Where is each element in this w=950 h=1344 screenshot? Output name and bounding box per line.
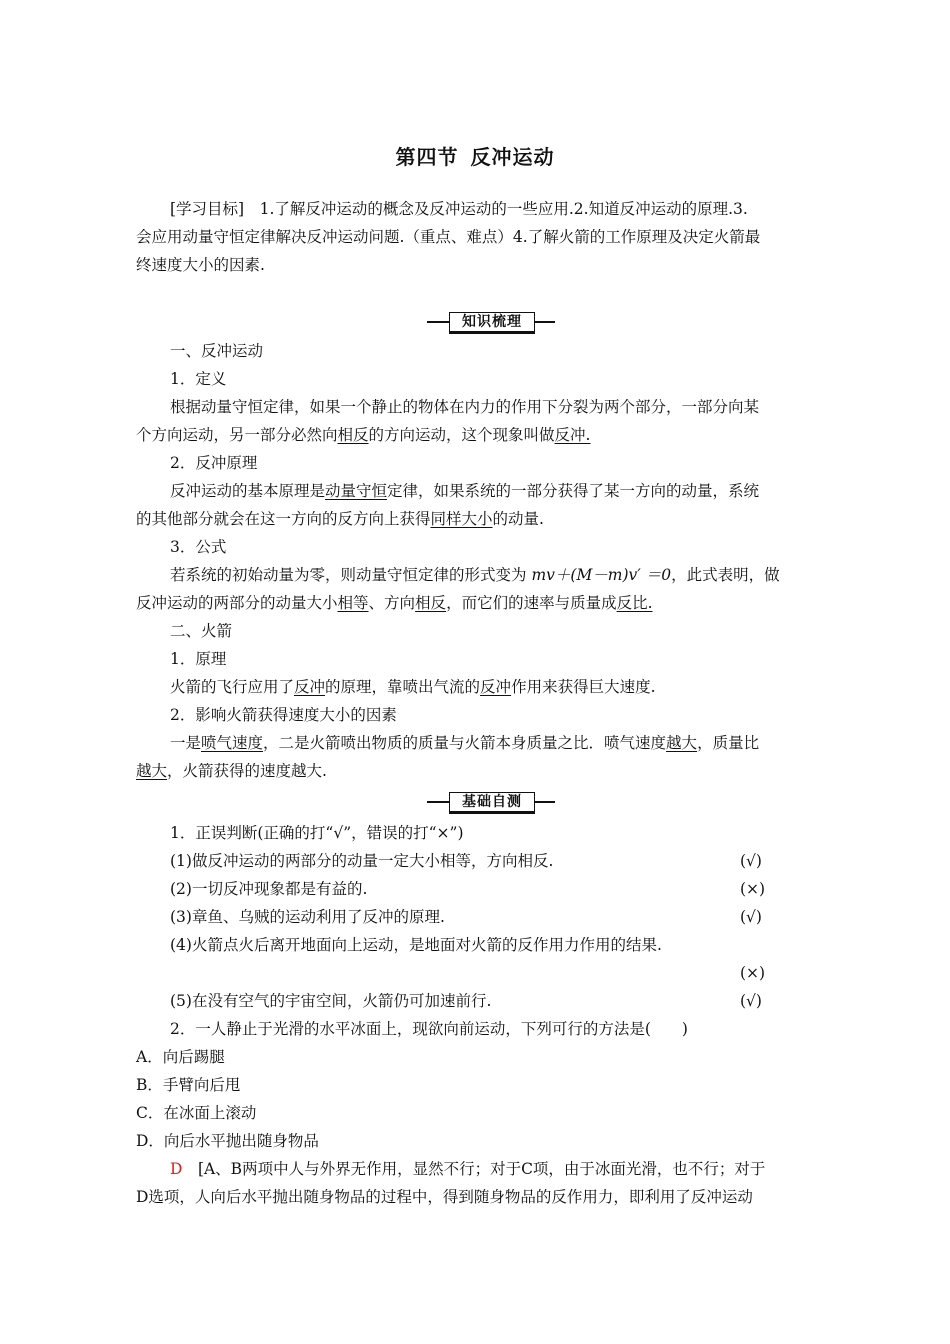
paragraph-line: 若系统的初始动量为零，则动量守恒定律的形式变为 mv＋(M－m)v′ ＝0，此式表明，做: [170, 566, 780, 584]
fill-blank: 喷气速度: [201, 734, 264, 752]
paragraph-line: 反冲运动的基本原理是动量守恒定律，如果系统的一部分获得了某一方向的动量，系统: [170, 482, 760, 500]
option-c: C．在冰面上滚动: [136, 1104, 257, 1122]
page-title: [0, 141, 950, 170]
judgement-item: (2)一切反冲现象都是有益的.: [170, 880, 368, 898]
subheading: 2．影响火箭获得速度大小的因素: [170, 706, 397, 724]
answer-line-2: D选项，人向后水平抛出随身物品的过程中，得到随身物品的反作用力，即利用了反冲运动: [136, 1188, 753, 1206]
paragraph-line: 越大，火箭获得的速度越大.: [136, 762, 327, 780]
section-heading: 二、火箭: [170, 622, 233, 640]
objectives-line-2: 会应用动量守恒定律解决反冲运动问题.（重点、难点）4.了解火箭的工作原理及决定火箭最: [136, 228, 761, 246]
formula: mv＋(M－m)v′ ＝0: [531, 566, 672, 584]
judgement-item: (1)做反冲运动的两部分的动量一定大小相等，方向相反.: [170, 852, 554, 870]
option-a: A．向后踢腿: [136, 1048, 225, 1066]
banner-label: 知识梳理: [449, 312, 535, 334]
section-number: 第四节: [395, 145, 459, 169]
objectives-line-1: [学习目标] 1.了解反冲运动的概念及反冲运动的一些应用.2.知道反冲运动的原理.3.: [170, 200, 748, 218]
judgement-item: (3)章鱼、乌贼的运动利用了反冲的原理.: [170, 908, 445, 926]
subheading: 2．反冲原理: [170, 454, 258, 472]
judgement-mark: (√): [740, 908, 762, 926]
fill-blank: 越大: [666, 734, 698, 752]
paragraph-line: 反冲运动的两部分的动量大小相等、方向相反，而它们的速率与质量成反比.: [136, 594, 653, 612]
judgement-mark: (√): [740, 992, 762, 1010]
fill-blank: 相等: [337, 594, 369, 612]
fill-blank: 反冲: [294, 678, 326, 696]
paragraph-line: 一是喷气速度，二是火箭喷出物质的质量与火箭本身质量之比．喷气速度越大，质量比: [170, 734, 760, 752]
fill-blank: 相反: [337, 426, 369, 444]
judgement-mark: (√): [740, 852, 762, 870]
paragraph-line: 火箭的飞行应用了反冲的原理，靠喷出气流的反冲作用来获得巨大速度.: [170, 678, 656, 696]
objectives-line-3: 终速度大小的因素.: [136, 256, 265, 274]
subheading: 3．公式: [170, 538, 227, 556]
selftest-banner: [427, 792, 555, 812]
knowledge-banner: [427, 312, 555, 332]
judgement-item: (4)火箭点火后离开地面向上运动，是地面对火箭的反作用力作用的结果.: [170, 936, 662, 954]
fill-blank: 相反: [415, 594, 447, 612]
fill-blank: 越大: [136, 762, 168, 780]
subheading: 1．定义: [170, 370, 227, 388]
section-title: 反冲运动: [470, 145, 555, 169]
subheading: 1．原理: [170, 650, 227, 668]
option-b: B．手臂向后甩: [136, 1076, 241, 1094]
judgement-mark: (×): [740, 964, 766, 982]
paragraph-line: 根据动量守恒定律，如果一个静止的物体在内力的作用下分裂为两个部分，一部分向某: [170, 398, 760, 416]
fill-blank: 反冲.: [554, 426, 591, 444]
fill-blank: 动量守恒: [325, 482, 388, 500]
fill-blank: 反比.: [616, 594, 653, 612]
question-2: 2．一人静止于光滑的水平冰面上，现欲向前运动，下列可行的方法是( ): [170, 1020, 688, 1038]
fill-blank: 反冲: [480, 678, 512, 696]
fill-blank: 同样大小: [430, 510, 493, 528]
question-1: 1．正误判断(正确的打“√”，错误的打“×”): [170, 824, 464, 842]
section-heading: 一、反冲运动: [170, 342, 264, 360]
judgement-item: (5)在没有空气的宇宙空间，火箭仍可加速前行.: [170, 992, 492, 1010]
paragraph-line: 的其他部分就会在这一方向的反方向上获得同样大小的动量.: [136, 510, 544, 528]
judgement-mark: (×): [740, 880, 766, 898]
answer-letter: D: [170, 1160, 183, 1178]
paragraph-line: 个方向运动，另一部分必然向相反的方向运动，这个现象叫做反冲.: [136, 426, 591, 444]
banner-label: 基础自测: [449, 792, 535, 814]
answer-line-1: D [A、B两项中人与外界无作用，显然不行；对于C项，由于冰面光滑，也不行；对于: [170, 1160, 766, 1178]
option-d: D．向后水平抛出随身物品: [136, 1132, 319, 1150]
